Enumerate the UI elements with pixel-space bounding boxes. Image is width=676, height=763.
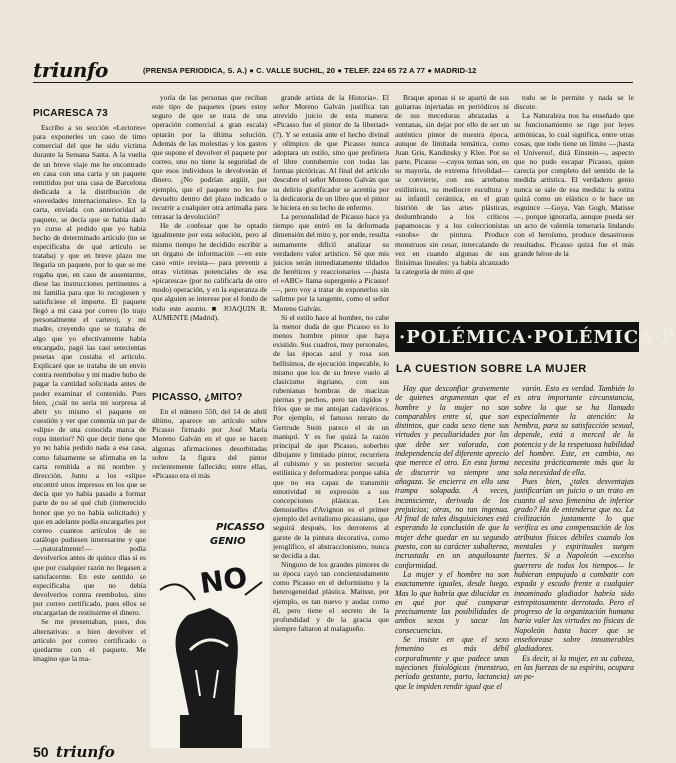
polemica-banner: ·POLÉMICA·POLÉMICA·P bbox=[395, 322, 639, 352]
article-paragraph: varón. Esto es verdad. También lo es otra importante circunstancia, sobre la que se ha llamado especialmente la atención: la hembra, para su satisfacción sexual, depende, está a merced de la potencia y de la respetuosa habilidad del hombre. Este, en cambio, no necesita prácticamente más que la sola necesidad de ella. bbox=[514, 384, 634, 477]
column-4-top bbox=[395, 93, 509, 315]
article-paragraph: Hay que desconfiar gravemente de quienes argumentan que el hombre y la mujer no son comparables entre sí, que son distintos, que cada sexo tiene sus virtudes y peculiaridades por las que debe ser valorado, con independencia del diferente aprecio que merece el otro. En esta forma de discurrir va siempre una añagaza. Se encierra en ello una trampa solapada. A veces, inconsciente, derivada de los prejuicios; otras, no tan ingenua. Al final de tales disquisiciones está esperando la conclusión de que la mujer debe quedar en su segundo puesto, con su carácter subalterno, incrustada en un anquilosante conformidad. bbox=[395, 384, 509, 570]
cartoon-caption-picasso: PICASSO bbox=[216, 522, 265, 533]
picasso-cartoon bbox=[150, 520, 270, 748]
column-2-picasso bbox=[152, 392, 267, 522]
masthead-logo: triunfo bbox=[33, 58, 108, 82]
column-5-top bbox=[514, 93, 634, 315]
letter-paragraph: yoría de las personas que reciban este tipo de paquetes (pues estoy seguro de que se trata de una operación comercial a gran escala) optarán por la última solución. Además de las molestias y los gastos que supone el devolver el paquete por correo, uno no tiene la seguridad de que esos individuos le devolverán el dinero. ¿No podrían argüir, por ejemplo, que el paquete no les fue devuelto dentro del plazo indicado o recurrir a cualquier otra artimaña para retrasar la devolución? bbox=[152, 93, 267, 222]
article-paragraph: Se insiste en que el sexo femenino es más débil corporalmente y que padece unas sujeciones fisiológicas (menstruo, período gestante, parto, lactancia) que le impiden rendir igual que el bbox=[395, 635, 509, 691]
letter-paragraph: Braque apenas si se apartó de sus guitarras injertadas en periódicos ni de sus mecedoras abrazadas a ventanas, sin dejar por ello de ser un auténtico pintor de nuestra época, aunque de limitada temática, como Juan Gris, Kandinsky y Klee. Por su parte, Picasso —cuyos temas son, en su mayoría, de extrema frivolidad— se convierte, con sus arrebatos estilísticos, su mediocre escultura y su infantil cerámica, en el gran histrión de las artes plásticas, deslumbrando a los críticos papamoscas y a los coleccionistas «snobs» de pintura. Produce monstruos sin cesar, intercalando de vez en cuando algunas de sus finísimas lineales: ya había alcanzado la categoría de mito al que bbox=[395, 93, 509, 276]
section-heading-picasso-mito: PICASSO, ¿MITO? bbox=[152, 392, 243, 403]
letter-paragraph: todo se le permite y nada se le discute. bbox=[514, 93, 634, 112]
letter-paragraph: Escribo a su sección «Lectores» para exponerles un caso de timo comercial del que he sido víctima durante la Semana Santa. A la vuelta de un breve viaje me he encontrado en casa con una carta y un paquete remitidos por una casa de Barcelona dedicada a la distribución de «novedades internacionales». En la carta, enviada con anterioridad al paquete, se decía que se había dado yo curso al pedido que yo había hecho de determinado artículo (no se especificaba de qué artículo se trataba) y que en breve plazo me llegaría un paquete, por lo que se me rogaba que, en caso de ausentarme, diese las instrucciones pertinentes a mi familia para que lo recogiesen y satisficiese el importe. El paquete llegó a mi casa por correo (lo trajo personalmente el cartero), y mi madre, creyendo que se trataba de algo que yo efectivamente había encargado, pagó las casi setecientas pesetas que costaba el artículo. Explicaré que se trataba de un envío contra reembolso y mi madre hubo de pagar la cantidad solicitada antes de poder examinar el contenido. Pues bien, ¿cuál no sería mi sorpresa al abrir yo mismo el paquete en cuestión y ver que contenía un par de «slips» de una conocida marca de ropa interior? Ni que decir tiene que yo no había pedido nada a esa casa, como falsamente se afirmaba en la carta remitida a mi nombre y dirección. Junto a los «slips» encontré unos impresos en los que se decía que yo había pasado a formar parte de no sé qué club (inmerecido honor que yo no había solicitado) y que en adelante podía encargarles por correo cuantos artículos de su catálogo pudiesen interesarme y que —¡naturalmente!— podía devolverlos antes de quince días si es que por cualquier razón no llegasen a satisfacerme. En este sentido se especificaba que no debía devolverlos contra reembolso, sino por correo certificado, pues ellos se encargarían de restituirme el dinero. bbox=[33, 123, 146, 618]
letter-paragraph: He de confesar que he optado igualmente por esta solución, pero al mismo tiempo he decidido escribir a un órgano de información —en este caso «mi» revista— para prevenir a otras víctimas potenciales de esa «picaresca» (por no calificarla de otro modo) operación, y en la esperanza de que alguien se interese por el fondo de todo este asunto. ■ JOAQUIN R. AUMENTE (Madrid). bbox=[152, 221, 267, 322]
article-paragraph: La mujer y el hombre no son exactamente iguales, desde luego. Mas lo que habría que dilucidar es en qué por qué comparar precisamente las posibilidades de ambos sexos y sacar las consecuencias. bbox=[395, 569, 509, 635]
cartoon-caption-genio: GENIO bbox=[210, 536, 246, 547]
article-paragraph: Es decir, si la mujer, en su cabeza, en las fuerzas de su espíritu, ocupara un po- bbox=[514, 653, 634, 682]
masthead-info: (PRENSA PERIODICA, S. A.) ● C. VALLE SUCHIL, 20 ● TELEF. 224 65 72 A 77 ● MADRID-12 bbox=[143, 66, 477, 75]
article-title: LA CUESTION SOBRE LA MUJER bbox=[396, 363, 587, 375]
letter-paragraph: En el número 550, del 14 de abril último, aparece un artículo sobre Picasso firmado por José María Moreno Galván en el que se hacen algunas afirmaciones desorbitadas sobre la figura del pintor recientemente fallecido; entre ellas, «Picasso era el más bbox=[152, 407, 267, 481]
section-heading-picaresca: PICARESCA 73 bbox=[33, 108, 108, 119]
page-number: 50 bbox=[33, 744, 49, 760]
letter-paragraph: La Naturaleza nos ha enseñado que su funcionamiento se rige por leyes armónicas, lo cual significa, entre otras cosas, que todo tiene un límite —¡hasta el Universo!, dirá Einstein—, aspecto que no pudo escapar Picasso, quien carecía por completo del sentido de la medida artística. El verdadero genio nunca se sale de esa medida: la estira quizá como un elástico o le hace un esguince —Goya, Van Gogh, Matisse—, porque ignorarla, aunque pueda ser un acto de valentía temeraria lindando con el heroísmo, produce desastrosos resultados. Picasso quizá fue el más grande héroe de la bbox=[514, 111, 634, 258]
column-1 bbox=[33, 108, 146, 728]
column-2-top bbox=[152, 93, 267, 388]
footer-logo: triunfo bbox=[56, 743, 115, 761]
article-paragraph: Pues bien, ¿tales desventajas justificarían un juicio o un trato en cuanto al sexo femenino de inferior grado? Ha de entenderse que no. La civilización justamente lo que verifica es una compensación de los atributos físicos débiles cuando los mentales y espirituales surgen fuertes. Si a Napoleón —excelso guerrero de todos los tiempos— le hubieran empujado a combatir con espada y escudo frente a cualquier innominado gladiador habría sido estrepitosamente derrotado. Pero el progreso de la organización humana haría valer las virtudes no físicas de Napoleón hasta hacer que se enseñorease sobre innumerables gladiadores. bbox=[514, 476, 634, 654]
letter-paragraph: Ninguno de los grandes pintores de su época cayó tan concienzudamente como Picasso en el deformismo y la heterogeneidad plástica. Matisse, por ejemplo, es tan nuevo y audaz como él, pero tiene el secreto de la profundidad y de la gracia que siempre faltaron al malagueño. bbox=[273, 559, 389, 634]
letter-paragraph: grande artista de la Historia». El señor Moreno Galván justifica tan atrevido juicio de esta manera: «Picasso fue el pintor de la libertad» (?). Y se extasía ante el hecho divinal y olímpico de que Picasso nunca adoptara un estilo, sino que prefiriera el libre contubernio con todas las formas pictóricas. Al final del artículo descubre el señor Moreno Galván que su delirio glorificador se acentúa por la dedicatoria de un libro que el pintor le hiciera en su lecho de enfermo. bbox=[273, 93, 389, 212]
masthead-rule bbox=[33, 82, 633, 83]
cartoon-word-no: NO bbox=[197, 560, 250, 601]
article-column-a bbox=[395, 384, 509, 748]
column-3 bbox=[273, 93, 389, 748]
letter-paragraph: La personalidad de Picasso hace ya tiempo que entró en la deformada dimensión del mito y, por ende, resulta sumamente difícil analizar su verdadero valor artístico. Sé que mis juicios serán inmediatamente tildados de heréticos y reaccionarios —¡hasta el «ABC» llama supergenio a Picasso!—, pero voy a tratar de exponerlos sin salirme por la tangente, como el señor Moreno Galván. bbox=[273, 212, 389, 313]
letter-paragraph: Si el estilo hace al hombre, no cabe la menor duda de que Picasso es lo menos hombre pintor que haya existido. Sus cuadros, muy personales, de las épocas azul y rosa son bellísimos, de ejecución impecable, lo mismo que los de su breve vuelo al clasicismo ingriano, con sus rubenianas hombras de macizas piernas y pechos, pero tan rígidos y fríos que se me antojan cadavéricos. Por ejemplo, el famoso retrato de Gertrude Stein parece el de un maniquí. Y es fue quizá la razón principal de que Picasso, soberbio dibujante y limitado pintor, recurriera al cubismo y su posterior secuela estilística y deformadora: porque sabía que no era capaz de transmitir emotividad ni expresión a sus concepciones plásticas. Les demoiselles d'Avignon es el primer ejemplo del avitalismo picassiano, que seguirá después, los derroteros al garete de la pintura decorativa, como jeroglífico, el abstraccionismo, nunca se decidía a dar. bbox=[273, 312, 389, 560]
article-column-b bbox=[514, 384, 634, 748]
letter-paragraph: Se me presentaban, pues, dos alternativas: o bien devolver el artículo por correo certificado o quedarme con el paquete. Me imagino que la ma- bbox=[33, 617, 146, 664]
